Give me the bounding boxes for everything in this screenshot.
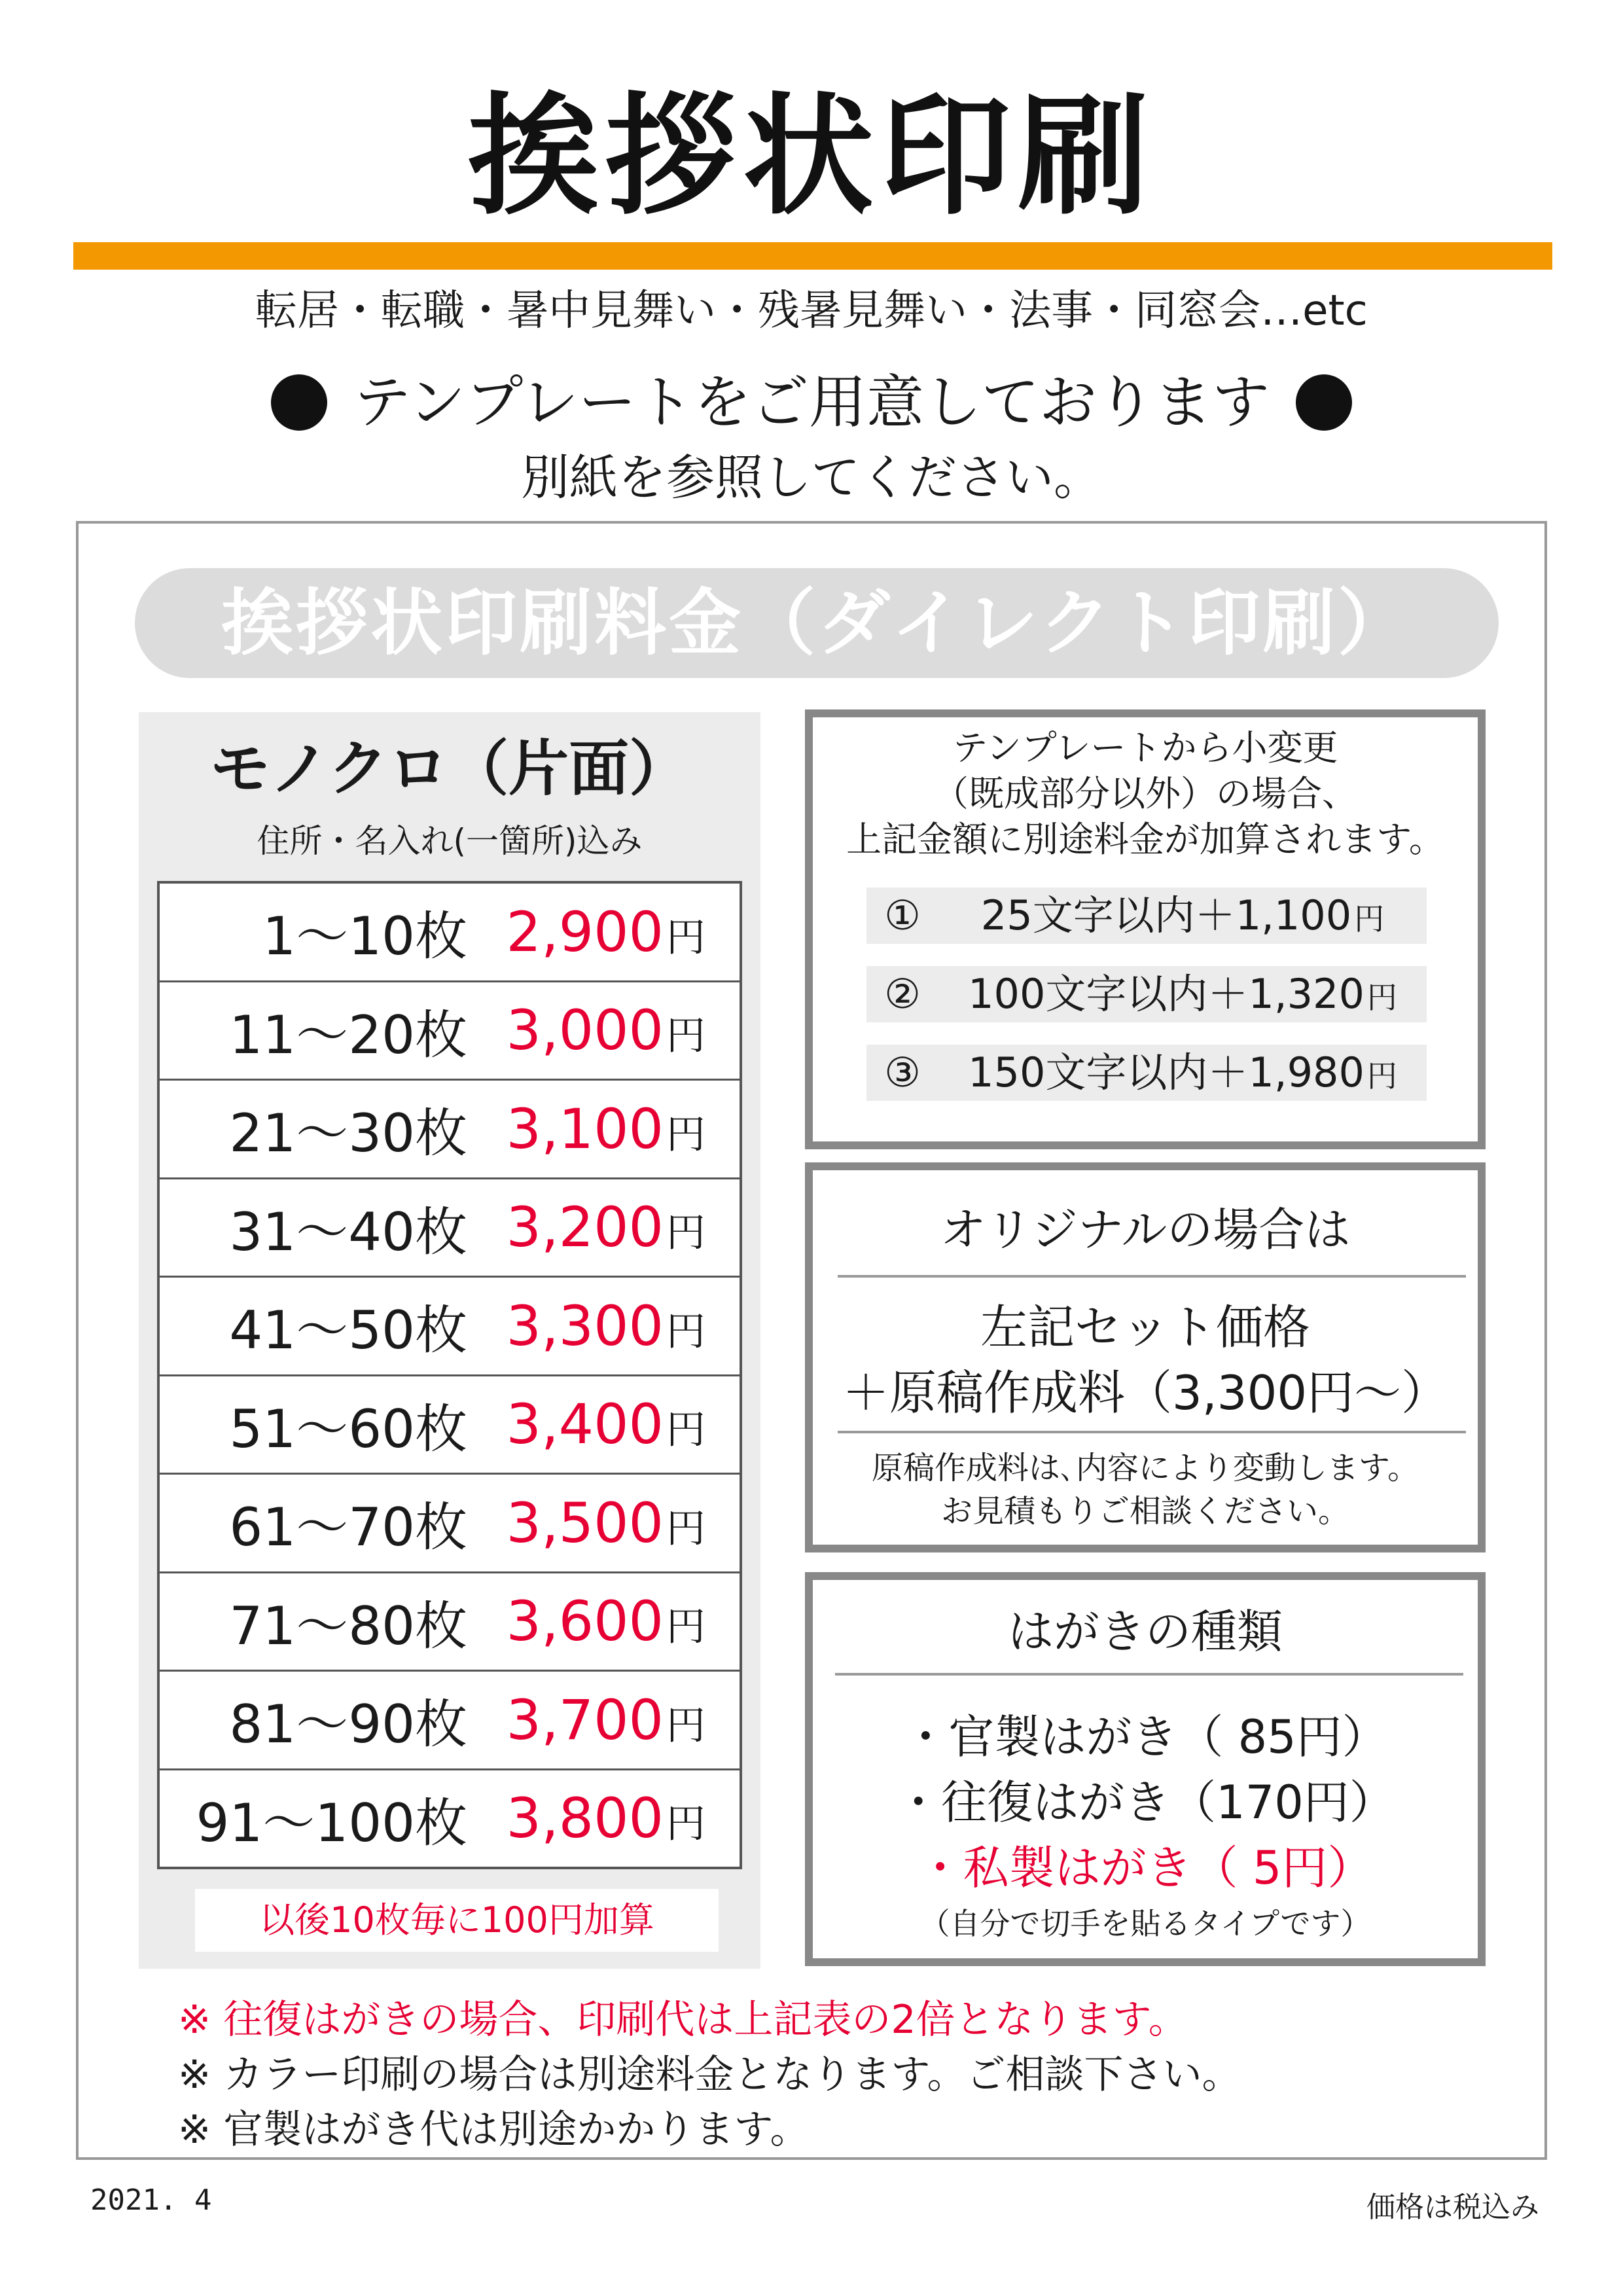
price-cell [467, 1097, 705, 1161]
quantity-cell: 31〜40枚 [229, 1201, 467, 1263]
table-row [160, 1770, 740, 1867]
price-value: 3,300 [506, 1293, 664, 1358]
price-cell [467, 1688, 705, 1752]
reference-note: 別紙を参照してください。 [521, 450, 1102, 506]
original-note-line: お見積もりご相談ください。 [940, 1493, 1349, 1530]
original-note-line: 原稿作成料は､内容により変動します。 [871, 1450, 1419, 1486]
template-notice-text: テンプレートをご用意しております [353, 368, 1270, 436]
table-row [160, 1278, 740, 1376]
pricing-header: 挨拶状印刷料金（ダイレクト印刷） [135, 568, 1499, 678]
yen-unit: 円 [666, 1604, 705, 1651]
price-cell [467, 1589, 705, 1653]
option-label: 25文字以内＋1,100 [980, 891, 1352, 939]
quantity-cell: 41〜50枚 [229, 1300, 467, 1361]
table-row [160, 982, 740, 1081]
bullet-left-icon [271, 374, 327, 431]
option-label: 150文字以内＋1,980 [968, 1049, 1364, 1096]
price-cell [467, 998, 705, 1062]
modify-line: テンプレートから小変更 [952, 727, 1338, 768]
option-number: ② [884, 970, 921, 1018]
list-item: ・往復はがき（170円） [895, 1776, 1395, 1829]
yen-unit: 円 [666, 1702, 705, 1749]
price-cell [467, 1195, 705, 1259]
yen-unit: 円 [666, 1210, 705, 1257]
price-value: 3,600 [506, 1589, 664, 1654]
yen-unit: 円 [1366, 980, 1397, 1015]
occasion-list: 転居・転職・暑中見舞い・残暑見舞い・法事・同窓会…etc [255, 287, 1368, 335]
modify-option [866, 888, 1427, 944]
yen-unit: 円 [666, 1407, 705, 1454]
price-value: 3,700 [506, 1687, 664, 1752]
modify-option [866, 966, 1427, 1022]
postcard-list [813, 1704, 1478, 1946]
table-row [160, 1573, 740, 1672]
table-row [160, 1376, 740, 1475]
table-row [160, 884, 740, 982]
yen-unit: 円 [666, 1801, 705, 1848]
price-value: 3,000 [506, 998, 664, 1063]
yen-unit: 円 [666, 1308, 705, 1355]
footnotes [178, 1992, 1241, 2157]
table-row [160, 1475, 740, 1573]
quantity-cell: 11〜20枚 [229, 1004, 467, 1066]
price-cell [467, 1786, 705, 1850]
footnote: ※ 往復はがきの場合、印刷代は上記表の2倍となります。 [178, 1997, 1188, 2043]
option-number: ③ [884, 1049, 921, 1096]
price-value: 3,400 [506, 1392, 664, 1457]
price-value: 2,900 [506, 899, 664, 964]
price-value: 3,500 [506, 1490, 664, 1555]
footnote: ※ カラー印刷の場合は別途料金となります。ご相談下さい。 [178, 2052, 1241, 2098]
list-item-note: （自分で切手を貼るタイプです） [919, 1906, 1371, 1941]
divider [838, 1431, 1466, 1433]
yen-unit: 円 [1354, 901, 1385, 937]
option-text [938, 888, 1427, 944]
option-number: ① [884, 891, 921, 939]
modify-line: （既成部分以外）の場合、 [933, 773, 1357, 814]
postcard-heading: はがきの種類 [1008, 1605, 1283, 1659]
quantity-cell: 71〜80枚 [229, 1595, 467, 1657]
yen-unit: 円 [666, 1111, 705, 1158]
yen-unit: 円 [666, 1013, 705, 1060]
quantity-cell: 91〜100枚 [196, 1792, 467, 1854]
option-text [938, 1045, 1427, 1101]
price-value: 3,100 [506, 1096, 664, 1161]
table-row [160, 1179, 740, 1278]
page-title: 挨拶状印刷 [467, 81, 1155, 233]
mono-title: モノクロ（片面） [209, 734, 690, 804]
divider [835, 1673, 1463, 1676]
bullet-right-icon [1296, 374, 1352, 431]
original-body [813, 1295, 1478, 1426]
mono-subtitle: 住所・名入れ(一箇所)込み [257, 822, 643, 860]
list-item: ・私製はがき（ 5円） [917, 1841, 1374, 1895]
option-text [938, 966, 1427, 1022]
original-heading: オリジナルの場合は [940, 1203, 1351, 1257]
quantity-cell: 61〜70枚 [229, 1497, 467, 1558]
yen-unit: 円 [1366, 1058, 1397, 1094]
price-cell [467, 900, 705, 964]
table-row [160, 1081, 740, 1179]
yen-unit: 円 [666, 914, 705, 961]
quantity-cell: 51〜60枚 [229, 1398, 467, 1460]
option-label: 100文字以内＋1,320 [968, 970, 1364, 1018]
quantity-cell: 21〜30枚 [229, 1103, 467, 1164]
original-note [813, 1446, 1478, 1533]
price-cell [467, 1392, 705, 1456]
quantity-cell: 81〜90枚 [229, 1694, 467, 1755]
title-underline [73, 242, 1552, 270]
price-cell [467, 1491, 705, 1555]
price-table [157, 881, 742, 1869]
quantity-cell: 1〜10枚 [262, 906, 467, 967]
modify-option [866, 1045, 1427, 1101]
price-value: 3,800 [506, 1786, 664, 1851]
price-value: 3,200 [506, 1195, 664, 1260]
price-cell [467, 1294, 705, 1358]
issue-date: 2021. 4 [90, 2183, 212, 2217]
template-notice [0, 367, 1623, 439]
divider [838, 1275, 1466, 1278]
original-body-line: ＋原稿作成料（3,300円〜） [842, 1365, 1449, 1420]
footnote: ※ 官製はがき代は別途かかります。 [178, 2107, 810, 2153]
list-item: ・官製はがき（ 85円） [902, 1710, 1388, 1764]
yen-unit: 円 [666, 1505, 705, 1552]
table-row [160, 1672, 740, 1770]
surcharge-note: 以後10枚毎に100円加算 [195, 1889, 719, 1952]
tax-note: 価格は税込み [1366, 2191, 1539, 2224]
modify-line: 上記金額に別途料金が加算されます。 [846, 819, 1444, 860]
modify-description [813, 725, 1478, 863]
original-body-line: 左記セット価格 [980, 1300, 1310, 1355]
